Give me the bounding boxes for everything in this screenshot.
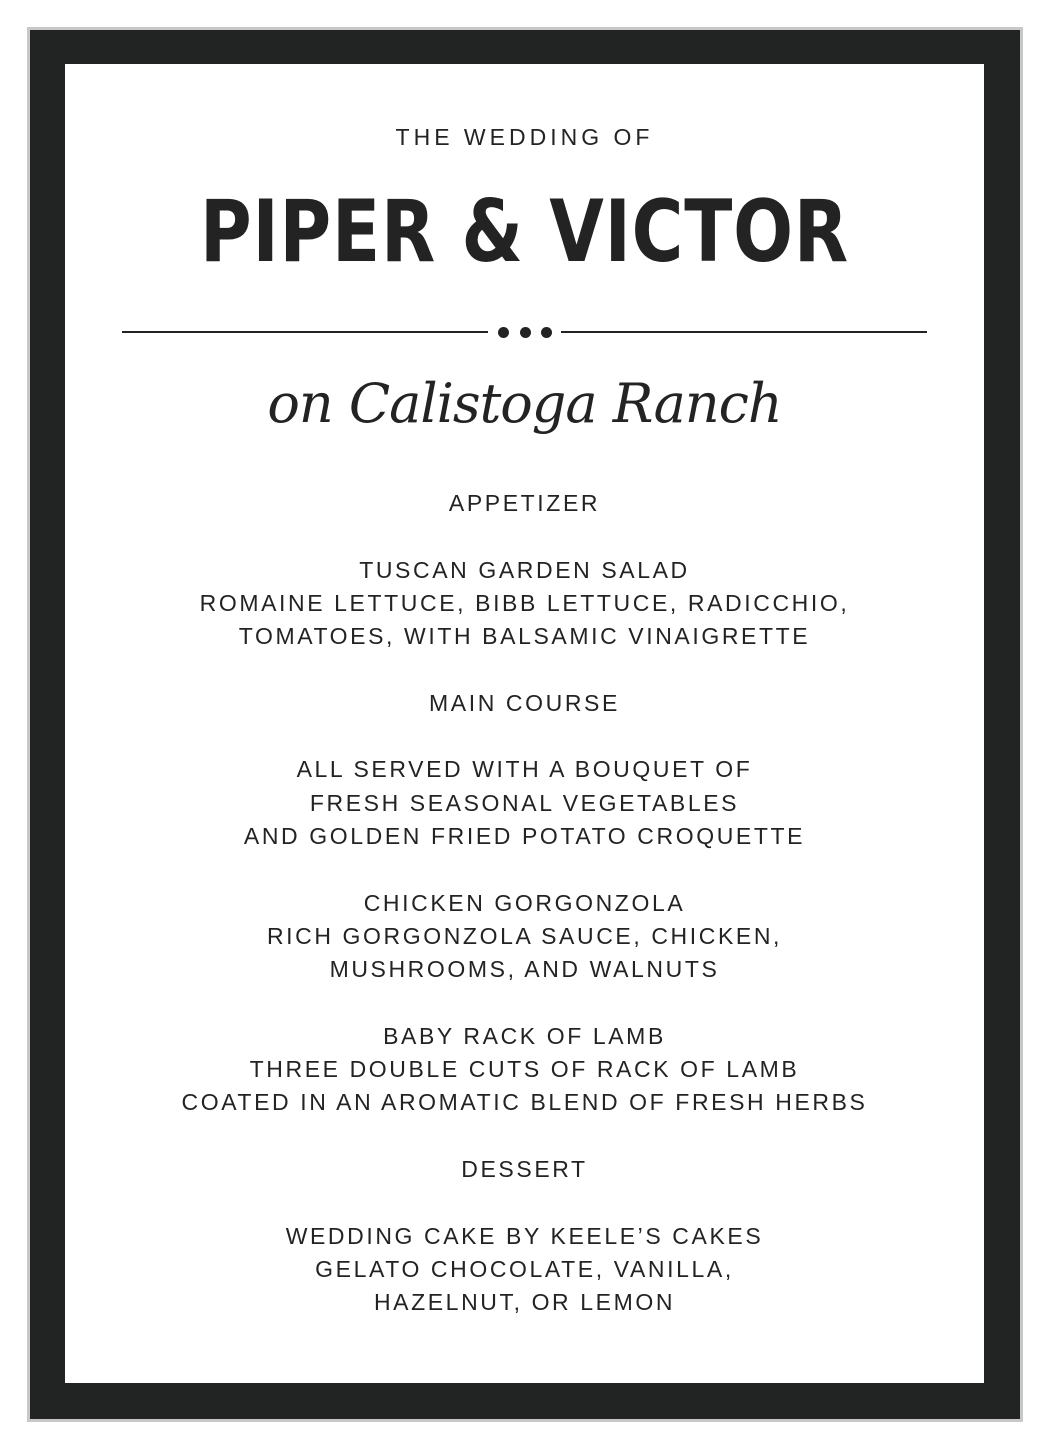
- menu-list: [65, 487, 984, 1319]
- divider-line-left: [122, 331, 488, 333]
- divider-dots: [498, 326, 552, 338]
- menu-line: ROMAINE LETTUCE, BIBB LETTUCE, RADICCHIO,: [199, 589, 850, 616]
- menu-line: CHICKEN GORGONZOLA: [363, 889, 686, 916]
- menu-line: GELATO CHOCOLATE, VANILLA,: [315, 1255, 734, 1282]
- menu-card: [65, 64, 984, 1383]
- menu-line: RICH GORGONZOLA SAUCE, CHICKEN,: [266, 922, 783, 949]
- pre-title: THE WEDDING OF: [395, 124, 654, 150]
- dessert-section: [65, 1153, 984, 1319]
- menu-line: TUSCAN GARDEN SALAD: [359, 556, 690, 583]
- venue-script: on Calistoga Ranch: [267, 372, 782, 435]
- divider-dot: [520, 327, 531, 338]
- menu-line: ALL SERVED WITH A BOUQUET OF: [296, 756, 753, 783]
- menu-line: AND GOLDEN FRIED POTATO CROQUETTE: [243, 822, 806, 849]
- main-course-section: [65, 687, 984, 1120]
- menu-line: FRESH SEASONAL VEGETABLES: [309, 789, 740, 816]
- divider-line-right: [561, 331, 927, 333]
- appetizer-heading: APPETIZER: [448, 490, 601, 516]
- menu-line: WEDDING CAKE BY KEELE’S CAKES: [285, 1222, 764, 1249]
- menu-line: BABY RACK OF LAMB: [383, 1022, 666, 1049]
- dessert-heading: DESSERT: [461, 1155, 588, 1182]
- menu-line: HAZELNUT, OR LEMON: [373, 1289, 676, 1316]
- menu-line: MUSHROOMS, AND WALNUTS: [329, 956, 720, 983]
- divider-dot: [498, 327, 509, 338]
- couple-names: PIPER & VICTOR: [199, 182, 850, 282]
- appetizer-section: [65, 487, 984, 653]
- main-course-heading: MAIN COURSE: [429, 689, 620, 716]
- menu-line: THREE DOUBLE CUTS OF RACK OF LAMB: [249, 1056, 800, 1083]
- divider-dot: [541, 327, 552, 338]
- menu-card-content: [65, 64, 984, 1383]
- menu-line: COATED IN AN AROMATIC BLEND OF FRESH HERBS: [181, 1089, 868, 1116]
- menu-line: TOMATOES, WITH BALSAMIC VINAIGRETTE: [238, 623, 811, 650]
- ornamental-divider: [122, 329, 927, 335]
